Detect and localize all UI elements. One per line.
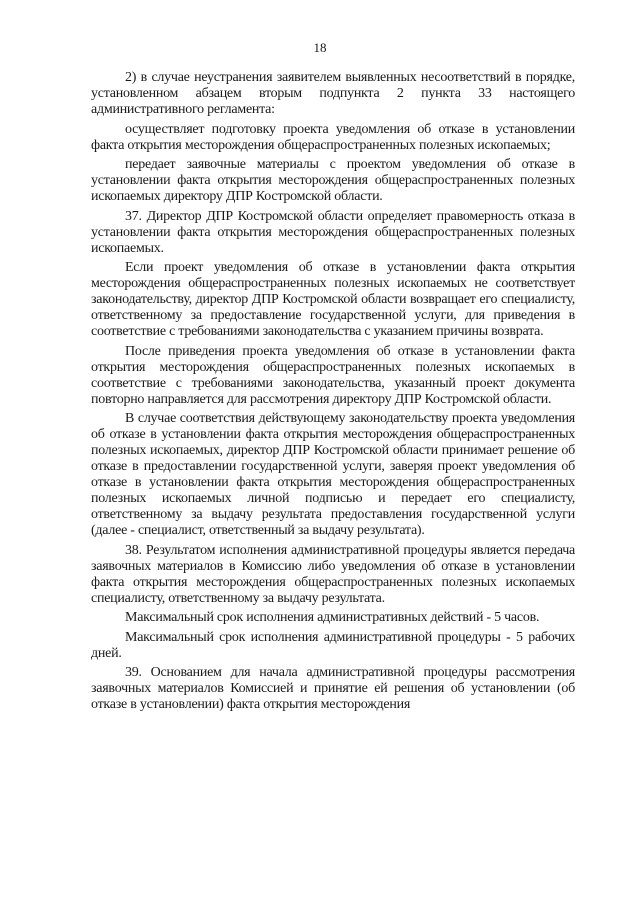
paragraph: После приведения проекта уведомления об отказе в установлении факта открытия месторождения общераспространенных полезных ископаемых в соответствие с требованиями законодательства, указанный проект документа повторно направляется для рассмотрения директору ДПР Костромской области. — [91, 343, 575, 407]
paragraph: Максимальный срок исполнения административных действий - 5 часов. — [125, 610, 540, 625]
paragraph: 2) в случае неустранения заявителем выявленных несоответствий в порядке, установленном абзацем вторым подпункта 2 пункта 33 настоящего административного регламента: — [91, 70, 575, 117]
page-number: 18 — [313, 40, 327, 55]
paragraph: 37. Директор ДПР Костромской области определяет правомерность отказа в установлении факта открытия месторождения общераспространенных полезных ископаемых. — [91, 208, 575, 256]
paragraph: Если проект уведомления об отказе в установлении факта открытия месторождения общераспространенных полезных ископаемых не соответствует законодательству, директор ДПР Костромской области возвращает его специалисту, ответственному за предоставление государственной услуги, для приведения в соответствие с требованиями законодательства с указанием причины возврата. — [91, 260, 575, 339]
paragraph: 39. Основанием для начала административной процедуры рассмотрения заявочных материалов Комиссией и принятие ей решения об установлении (об отказе в установлении) факта открытия месторождения — [91, 665, 575, 712]
paragraph: передает заявочные материалы с проектом уведомления об отказе в установлении факта открытия месторождения общераспространенных полезных ископаемых директору ДПР Костромской области. — [91, 157, 575, 204]
document-body — [91, 70, 575, 717]
paragraph: осуществляет подготовку проекта уведомления об отказе в установлении факта открытия месторождения общераспространенных полезных ископаемых; — [91, 121, 575, 153]
paragraph: Максимальный срок исполнения административной процедуры - 5 рабочих дней. — [91, 629, 575, 661]
paragraph: В случае соответствия действующему законодательству проекта уведомления об отказе в установлении факта открытия месторождения общераспространенных полезных ископаемых, директор ДПР Костромской области принимает решение об отказе в предоставлении государственной услуги, заверяя проект уведомления об отказе в установлении факта открытия месторождения общераспространенных полезных ископаемых личной подписью и передает его специалисту, ответственному за выдачу результата предоставления государственной услуги (далее - специалист, ответственный за выдачу результата). — [91, 411, 575, 538]
paragraph: 38. Результатом исполнения административной процедуры является передача заявочных материалов в Комиссию либо уведомления об отказе в установлении факта открытия месторождения общераспространенных полезных ископаемых специалисту, ответственному за выдачу результата. — [91, 542, 575, 606]
